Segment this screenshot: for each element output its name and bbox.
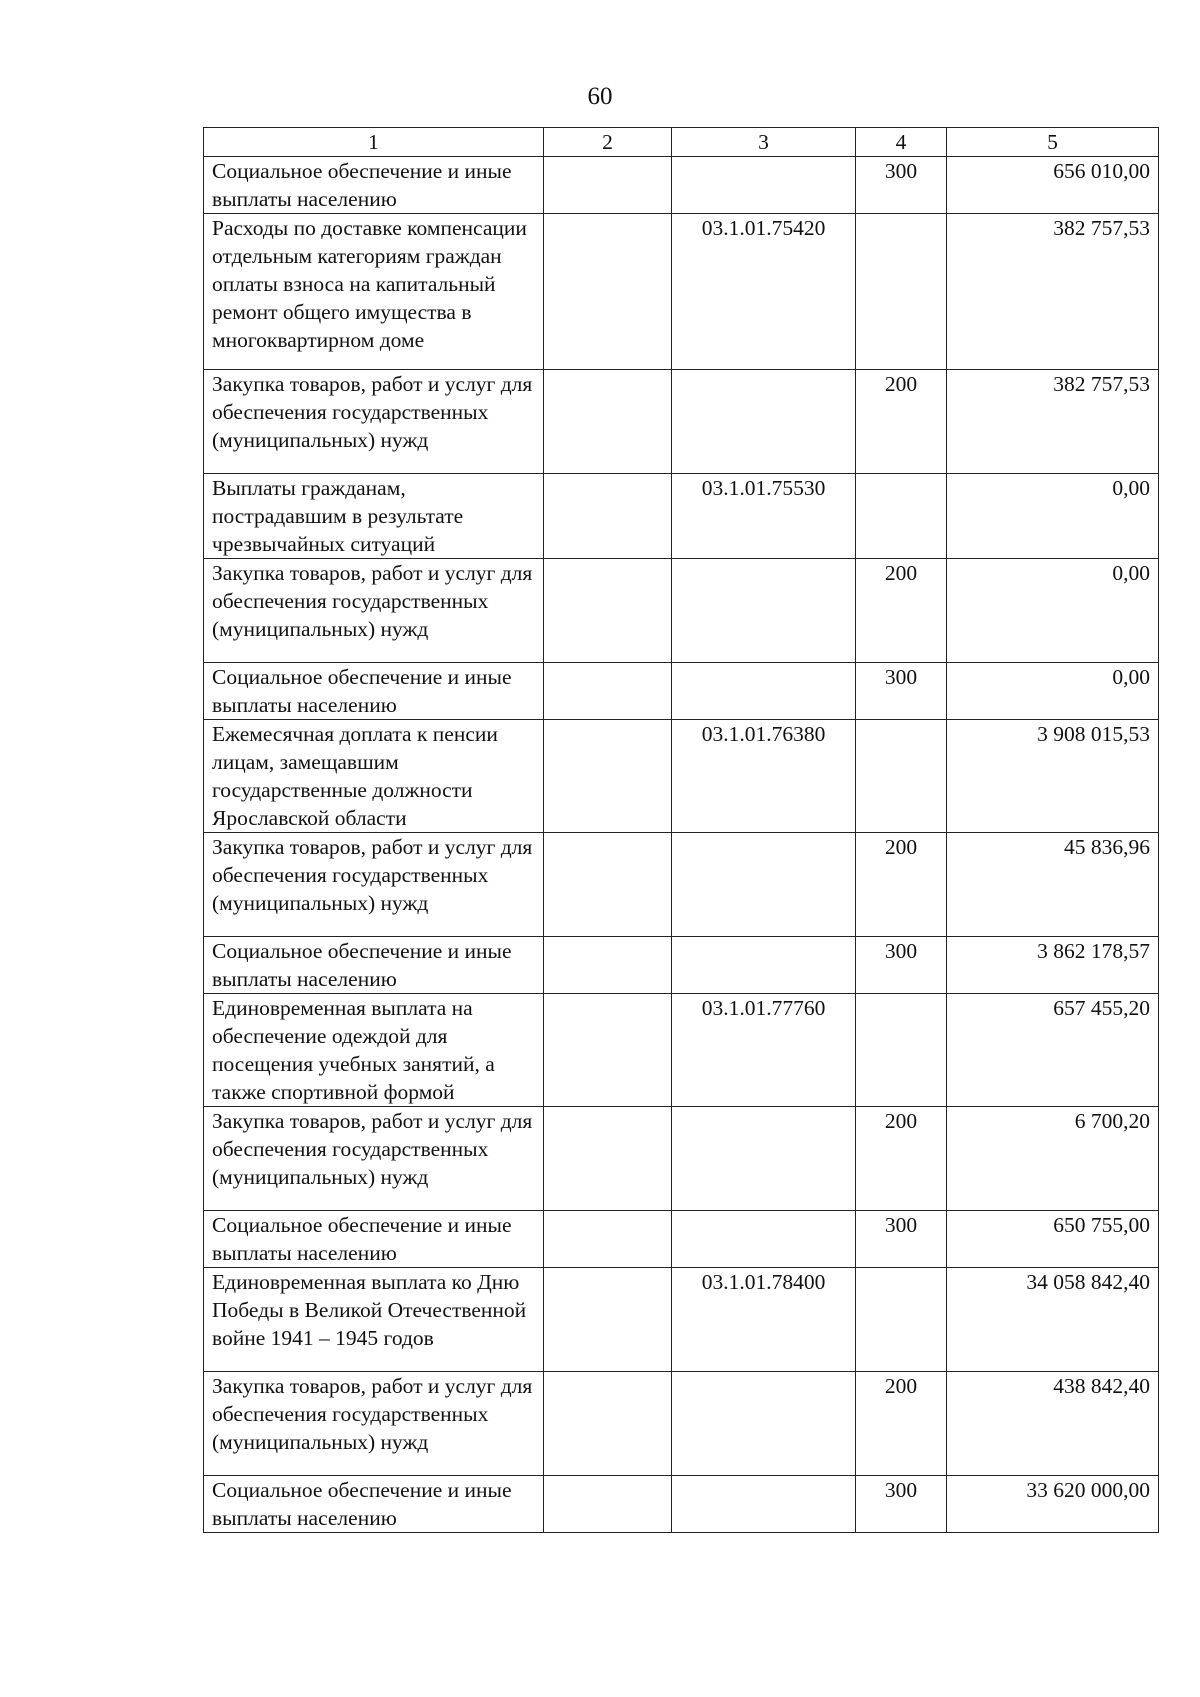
row-amount: 382 757,53	[947, 370, 1159, 474]
row-expense-type: 300	[856, 1476, 947, 1533]
row-code	[672, 157, 856, 214]
row-code	[672, 1107, 856, 1211]
row-amount: 657 455,20	[947, 994, 1159, 1107]
table-row	[204, 663, 1159, 720]
row-amount: 45 836,96	[947, 833, 1159, 937]
row-col-2	[544, 370, 672, 474]
table-row	[204, 1107, 1159, 1211]
row-expense-type: 200	[856, 1107, 947, 1211]
table-header	[204, 128, 1159, 157]
row-col-2	[544, 214, 672, 370]
header-col-2: 2	[544, 128, 672, 157]
row-amount: 650 755,00	[947, 1211, 1159, 1268]
row-name: Закупка товаров, работ и услуг для обеспечения государственных (муниципальных) нужд	[204, 833, 544, 937]
row-name: Единовременная выплата на обеспечение одеждой для посещения учебных занятий, а также спортивной формой	[204, 994, 544, 1107]
row-col-2	[544, 157, 672, 214]
table-row	[204, 994, 1159, 1107]
row-col-2	[544, 474, 672, 559]
row-name: Социальное обеспечение и иные выплаты населению	[204, 1211, 544, 1268]
row-amount: 34 058 842,40	[947, 1268, 1159, 1372]
table-row	[204, 157, 1159, 214]
table-row	[204, 1268, 1159, 1372]
row-amount: 438 842,40	[947, 1372, 1159, 1476]
row-code: 03.1.01.75420	[672, 214, 856, 370]
row-code: 03.1.01.78400	[672, 1268, 856, 1372]
row-col-2	[544, 1211, 672, 1268]
row-expense-type	[856, 474, 947, 559]
row-name: Социальное обеспечение и иные выплаты населению	[204, 937, 544, 994]
row-name: Закупка товаров, работ и услуг для обеспечения государственных (муниципальных) нужд	[204, 1107, 544, 1211]
row-col-2	[544, 1476, 672, 1533]
table-row	[204, 1476, 1159, 1533]
row-name: Расходы по доставке компенсации отдельным категориям граждан оплаты взноса на капитальный ремонт общего имущества в многоквартирном доме	[204, 214, 544, 370]
table-row	[204, 833, 1159, 937]
row-name: Социальное обеспечение и иные выплаты населению	[204, 663, 544, 720]
page-number: 60	[587, 83, 613, 110]
row-name: Закупка товаров, работ и услуг для обеспечения государственных (муниципальных) нужд	[204, 370, 544, 474]
row-col-2	[544, 663, 672, 720]
row-code	[672, 663, 856, 720]
row-amount: 0,00	[947, 663, 1159, 720]
row-expense-type: 200	[856, 1372, 947, 1476]
row-code	[672, 833, 856, 937]
table-row	[204, 937, 1159, 994]
row-expense-type: 200	[856, 833, 947, 937]
table-row	[204, 1372, 1159, 1476]
table-row	[204, 720, 1159, 833]
row-name: Выплаты гражданам, пострадавшим в результате чрезвычайных ситуаций	[204, 474, 544, 559]
row-expense-type	[856, 1268, 947, 1372]
row-code: 03.1.01.77760	[672, 994, 856, 1107]
header-col-4: 4	[856, 128, 947, 157]
row-expense-type: 300	[856, 937, 947, 994]
row-amount: 3 862 178,57	[947, 937, 1159, 994]
row-col-2	[544, 1372, 672, 1476]
row-amount: 656 010,00	[947, 157, 1159, 214]
row-amount: 3 908 015,53	[947, 720, 1159, 833]
row-code	[672, 1372, 856, 1476]
row-name: Ежемесячная доплата к пенсии лицам, замещавшим государственные должности Ярославской области	[204, 720, 544, 833]
row-expense-type	[856, 214, 947, 370]
row-col-2	[544, 559, 672, 663]
row-name: Социальное обеспечение и иные выплаты населению	[204, 157, 544, 214]
row-code: 03.1.01.75530	[672, 474, 856, 559]
header-row	[204, 128, 1159, 157]
header-col-5: 5	[947, 128, 1159, 157]
row-name: Социальное обеспечение и иные выплаты населению	[204, 1476, 544, 1533]
row-expense-type: 300	[856, 663, 947, 720]
row-name: Единовременная выплата ко Дню Победы в Великой Отечественной войне 1941 – 1945 годов	[204, 1268, 544, 1372]
row-amount: 6 700,20	[947, 1107, 1159, 1211]
row-expense-type: 200	[856, 370, 947, 474]
row-amount: 0,00	[947, 474, 1159, 559]
table-row	[204, 559, 1159, 663]
row-code	[672, 937, 856, 994]
row-expense-type: 200	[856, 559, 947, 663]
table-row	[204, 474, 1159, 559]
row-col-2	[544, 720, 672, 833]
row-expense-type	[856, 994, 947, 1107]
row-expense-type: 300	[856, 1211, 947, 1268]
table-row	[204, 1211, 1159, 1268]
row-col-2	[544, 937, 672, 994]
row-code	[672, 370, 856, 474]
table-row	[204, 370, 1159, 474]
row-col-2	[544, 994, 672, 1107]
row-expense-type: 300	[856, 157, 947, 214]
row-amount: 33 620 000,00	[947, 1476, 1159, 1533]
row-col-2	[544, 833, 672, 937]
row-expense-type	[856, 720, 947, 833]
header-col-3: 3	[672, 128, 856, 157]
table-row	[204, 214, 1159, 370]
row-amount: 0,00	[947, 559, 1159, 663]
row-code	[672, 1476, 856, 1533]
row-name: Закупка товаров, работ и услуг для обеспечения государственных (муниципальных) нужд	[204, 559, 544, 663]
row-col-2	[544, 1107, 672, 1211]
budget-table	[203, 127, 1159, 1533]
header-col-1: 1	[204, 128, 544, 157]
row-name: Закупка товаров, работ и услуг для обеспечения государственных (муниципальных) нужд	[204, 1372, 544, 1476]
row-col-2	[544, 1268, 672, 1372]
table-body	[204, 157, 1159, 1533]
row-code	[672, 1211, 856, 1268]
row-code: 03.1.01.76380	[672, 720, 856, 833]
row-amount: 382 757,53	[947, 214, 1159, 370]
row-code	[672, 559, 856, 663]
